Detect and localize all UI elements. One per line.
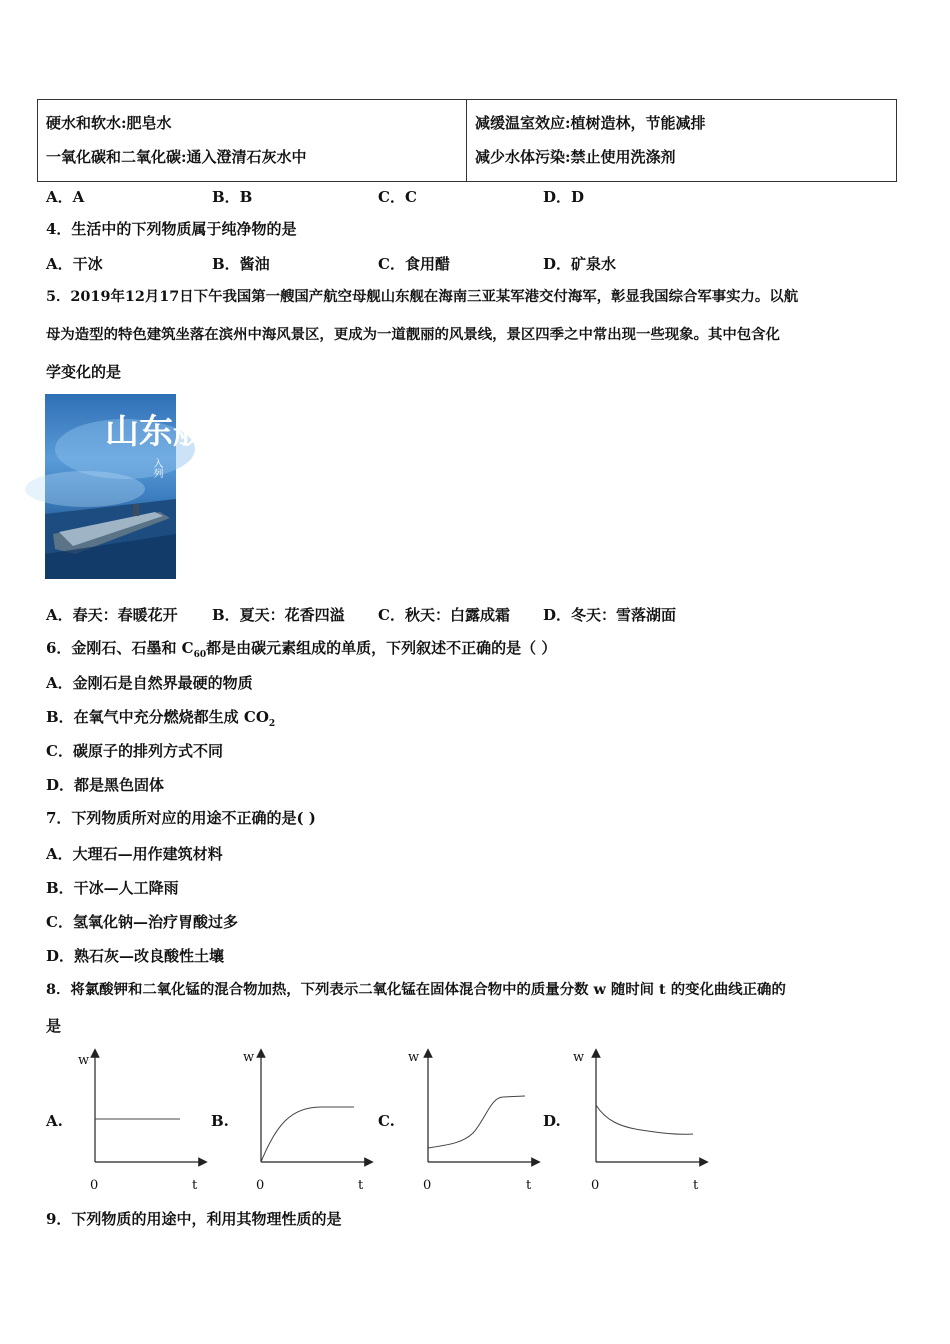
q5-option-b[interactable]: B．夏天：花香四溢 xyxy=(212,606,345,624)
q4-option-a[interactable]: A．干冰 xyxy=(46,255,103,273)
q9-stem: 9．下列物质的用途中，利用其物理性质的是 xyxy=(46,1210,342,1228)
comparison-table xyxy=(37,99,897,182)
q8-stem-line1: 8．将氯酸钾和二氧化锰的混合物加热，下列表示二氧化锰在固体混合物中的质量分数 w 随时间 t 的变化曲线正确的 xyxy=(46,981,786,998)
table-cell-left xyxy=(38,100,467,182)
q4-option-b[interactable]: B．酱油 xyxy=(212,255,270,273)
q7-option-b[interactable]: B．干冰—人工降雨 xyxy=(46,879,179,897)
table-text: 减少水体污染:禁止使用洗涤剂 xyxy=(475,148,676,166)
q8-graph-d[interactable] xyxy=(571,1045,711,1195)
q8-a-y-label: w xyxy=(78,1053,90,1068)
q8-stem-line2: 是 xyxy=(46,1017,62,1035)
q5-stem-line3: 学变化的是 xyxy=(46,363,122,381)
q5-stem-line1: 5．2019年12月17日下午我国第一艘国产航空母舰山东舰在海南三亚某军港交付海军，彰显我国综合军事实力。以航 xyxy=(46,288,799,305)
q6-stem: 6．金刚石、石墨和 $C_{60}$都是由碳元素组成的单质，下列叙述不正确的是（ ） xyxy=(46,639,557,660)
q4-stem: 4．生活中的下列物质属于纯净物的是 xyxy=(46,220,297,238)
poster-subtitle: 入列 xyxy=(151,458,162,478)
q8-option-c-label[interactable]: C. xyxy=(378,1112,395,1130)
table-text: 一氧化碳和二氧化碳:通入澄清石灰水中 xyxy=(46,148,307,166)
table-text: 硬水和软水:肥皂水 xyxy=(46,114,172,132)
q5-option-d[interactable]: D．冬天：雪落湖面 xyxy=(543,606,677,624)
q8-option-d-label[interactable]: D. xyxy=(543,1112,561,1130)
q6-option-a[interactable]: A．金刚石是自然界最硬的物质 xyxy=(46,674,253,692)
q8-graph-a[interactable] xyxy=(70,1045,210,1195)
q6-option-c[interactable]: C．碳原子的排列方式不同 xyxy=(46,742,223,760)
poster-title: 山东舰 xyxy=(105,412,207,452)
q5-option-c[interactable]: C．秋天：白露成霜 xyxy=(378,606,510,624)
q8-d-y-label: w xyxy=(573,1050,585,1065)
q8-b-origin: 0 xyxy=(256,1178,265,1193)
q8-option-b-label[interactable]: B. xyxy=(211,1112,229,1130)
q3-option-b[interactable]: B．B xyxy=(212,188,253,206)
q3-option-d[interactable]: D．D xyxy=(543,188,585,206)
q8-a-x-label: t xyxy=(192,1178,198,1193)
q8-d-origin: 0 xyxy=(591,1178,600,1193)
table-cell-right xyxy=(467,100,897,182)
q8-option-a-label[interactable]: A. xyxy=(46,1112,63,1130)
q8-c-x-label: t xyxy=(526,1178,532,1193)
q8-c-y-label: w xyxy=(408,1050,420,1065)
q8-c-origin: 0 xyxy=(423,1178,432,1193)
q6-option-b[interactable]: B．在氧气中充分燃烧都生成 $CO_2$ xyxy=(46,708,276,729)
q4-option-d[interactable]: D．矿泉水 xyxy=(543,255,617,273)
q8-graph-c[interactable] xyxy=(403,1045,543,1195)
q3-option-c[interactable]: C．C xyxy=(378,188,417,206)
q7-option-d[interactable]: D．熟石灰—改良酸性土壤 xyxy=(46,947,225,965)
q8-b-x-label: t xyxy=(358,1178,364,1193)
q5-stem-line2: 母为造型的特色建筑坐落在滨州中海风景区，更成为一道靓丽的风景线，景区四季之中常出现一些现象。其中包含化 xyxy=(46,326,780,343)
q3-option-a[interactable]: A．A xyxy=(46,188,85,206)
table-text: 减缓温室效应:植树造林，节能减排 xyxy=(475,114,706,132)
q8-d-x-label: t xyxy=(693,1178,699,1193)
q4-option-c[interactable]: C．食用醋 xyxy=(378,255,450,273)
q8-graph-b[interactable] xyxy=(236,1045,376,1195)
shandong-ship-poster xyxy=(45,394,207,579)
q7-option-c[interactable]: C．氢氧化钠—治疗胃酸过多 xyxy=(46,913,238,931)
q8-a-origin: 0 xyxy=(90,1178,99,1193)
q6-option-d[interactable]: D．都是黑色固体 xyxy=(46,776,165,794)
q8-b-y-label: w xyxy=(243,1050,255,1065)
q7-option-a[interactable]: A．大理石—用作建筑材料 xyxy=(46,845,223,863)
q7-stem: 7．下列物质所对应的用途不正确的是( ) xyxy=(46,809,316,827)
q5-option-a[interactable]: A．春天：春暖花开 xyxy=(46,606,178,624)
